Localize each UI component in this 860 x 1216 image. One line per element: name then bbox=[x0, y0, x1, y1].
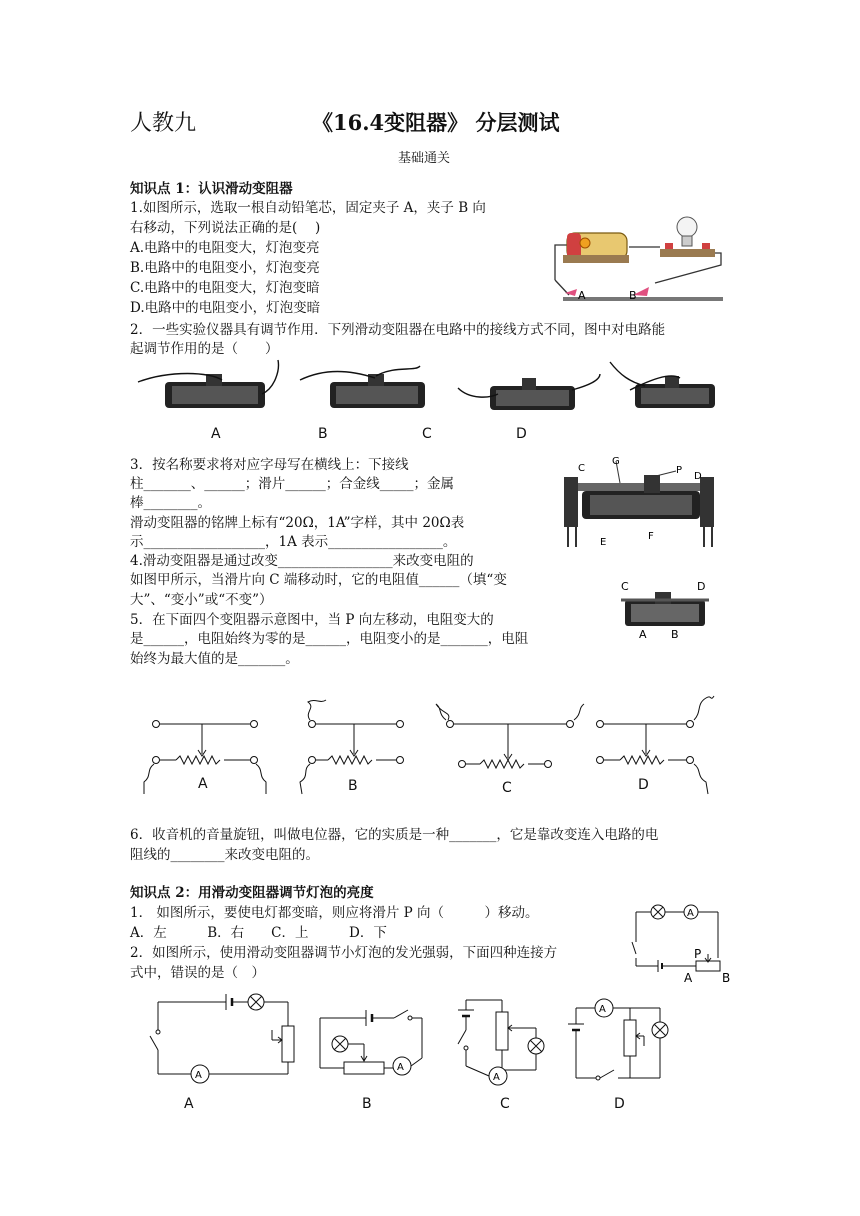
s2-q2-circuit-c bbox=[458, 1000, 544, 1085]
q1-fig-label-a: A bbox=[578, 289, 586, 302]
q3-line3: 棒________。 bbox=[130, 495, 211, 511]
s2-q1-a-label: A bbox=[684, 971, 693, 985]
q3-line1: 3．按名称要求将对应字母写在横线上：下接线 bbox=[130, 457, 409, 473]
q4-line3: 大”、“变小”或“不变”） bbox=[130, 592, 273, 608]
q1-option-d: D.电路中的电阻变小，灯泡变暗 bbox=[130, 300, 321, 316]
q3-figure bbox=[560, 455, 720, 550]
s2-q2-line2: 式中，错误的是（ ） bbox=[130, 965, 265, 981]
q2-rheostat-d bbox=[610, 362, 715, 408]
q5-rheostat-c bbox=[436, 704, 584, 768]
q5-line1: 5．在下面四个变阻器示意图中，当 P 向左移动，电阻变大的 bbox=[130, 612, 494, 628]
q2-label-b: B bbox=[318, 426, 328, 442]
s2-q1-ammeter-label: A bbox=[687, 908, 694, 919]
s2-q1-options: A．左 B．右 C．上 D．下 bbox=[130, 925, 387, 941]
q5-line2: 是______，电阻始终为零的是______，电阻变小的是_______，电阻 bbox=[130, 631, 529, 647]
q1-option-c: C.电路中的电阻变大，灯泡变暗 bbox=[130, 280, 320, 296]
q3-label-e: E bbox=[600, 537, 607, 548]
s2-q1-circuit bbox=[630, 898, 740, 984]
q3-label-p: P bbox=[676, 465, 683, 476]
q1-line1: 1.如图所示，选取一根自动铅笔芯，固定夹子 A，夹子 B 向 bbox=[130, 200, 486, 216]
s2-q2-circuits bbox=[140, 990, 680, 1090]
q1-option-b: B.电路中的电阻变小，灯泡变亮 bbox=[130, 260, 320, 276]
q3-label-d: D bbox=[694, 471, 702, 482]
s2-q1-p-label: P bbox=[694, 947, 702, 961]
q4-label-a: A bbox=[639, 628, 647, 641]
q1-fig-label-b: B bbox=[629, 289, 637, 302]
q2-rheostat-c bbox=[458, 374, 600, 410]
q5-label-a: A bbox=[198, 776, 208, 792]
svg-text:A: A bbox=[397, 1062, 404, 1073]
q4-label-d: D bbox=[697, 580, 706, 593]
q5-figures bbox=[140, 690, 720, 800]
svg-text:A: A bbox=[493, 1072, 500, 1083]
q2-rheostat-a bbox=[138, 360, 278, 408]
q5-line3: 始终为最大值的是_______。 bbox=[130, 651, 299, 667]
q2-label-c: C bbox=[422, 426, 432, 442]
s2-q2-circuit-a bbox=[150, 994, 294, 1083]
s2-q2-circuit-b bbox=[320, 1010, 422, 1075]
section2-heading: 知识点 2：用滑动变阻器调节灯泡的亮度 bbox=[130, 885, 374, 901]
svg-text:A: A bbox=[599, 1004, 606, 1015]
s2-q2-line1: 2．如图所示，使用滑动变阻器调节小灯泡的发光强弱，下面四种连接方 bbox=[130, 945, 558, 961]
publisher-label: 人教九 bbox=[130, 111, 197, 136]
q1-option-a: A.电路中的电阻变大，灯泡变亮 bbox=[130, 240, 320, 256]
q3-label-b: B bbox=[680, 519, 687, 530]
q3-label-f: F bbox=[648, 531, 654, 542]
q3-label-g: G bbox=[612, 456, 620, 467]
s2-q2-label-b: B bbox=[362, 1096, 372, 1112]
q1-figure bbox=[545, 205, 730, 305]
section1-heading: 知识点 1：认识滑动变阻器 bbox=[130, 181, 293, 197]
q2-line2: 起调节作用的是（ ） bbox=[130, 341, 279, 357]
q5-label-d: D bbox=[638, 777, 649, 793]
q2-rheostat-b bbox=[300, 366, 425, 408]
s2-q2-circuit-d bbox=[568, 999, 668, 1080]
q5-label-b: B bbox=[348, 778, 358, 794]
s2-q1-b-label: B bbox=[722, 971, 731, 985]
q4-line2: 如图甲所示，当滑片向 C 端移动时，它的电阻值______（填“变 bbox=[130, 572, 507, 588]
q3-line2: 柱_______、______；滑片______；合金线_____；金属 bbox=[130, 476, 454, 492]
q3-label-a: A bbox=[604, 521, 611, 532]
q2-line1: 2．一些实验仪器具有调节作用．下列滑动变阻器在电路中的接线方式不同，图中对电路能 bbox=[130, 322, 666, 338]
s2-q1-line1: 1． 如图所示，要使电灯都变暗，则应将滑片 P 向（ ）移动。 bbox=[130, 905, 539, 921]
q3-line5: 示__________________，1A 表示_________________。 bbox=[130, 534, 457, 550]
q1-line2: 右移动，下列说法正确的是( ) bbox=[130, 220, 321, 236]
q4-line1: 4.滑动变阻器是通过改变_________________来改变电阻的 bbox=[130, 553, 474, 569]
q6-line1: 6．收音机的音量旋钮，叫做电位器，它的实质是一种_______，它是靠改变连入电路的电 bbox=[130, 827, 659, 843]
q5-label-c: C bbox=[502, 780, 512, 796]
q6-line2: 阻线的________来改变电阻的。 bbox=[130, 847, 319, 863]
page-subtitle: 基础通关 bbox=[398, 151, 451, 166]
page-title: 《16.4变阻器》 分层测试 bbox=[312, 110, 560, 135]
q3-label-c: C bbox=[578, 463, 585, 474]
s2-q2-label-c: C bbox=[500, 1096, 510, 1112]
q2-label-d: D bbox=[516, 426, 527, 442]
q2-label-a: A bbox=[211, 426, 221, 442]
q3-line4: 滑动变阻器的铭牌上标有“20Ω，1A”字样，其中 20Ω表 bbox=[130, 515, 465, 531]
s2-q2-label-d: D bbox=[614, 1096, 625, 1112]
q4-figure bbox=[615, 578, 715, 644]
q5-rheostat-d bbox=[597, 696, 715, 794]
q4-label-c: C bbox=[621, 580, 629, 593]
s2-q2-label-a: A bbox=[184, 1096, 194, 1112]
svg-text:A: A bbox=[195, 1070, 202, 1081]
q4-label-b: B bbox=[671, 628, 679, 641]
